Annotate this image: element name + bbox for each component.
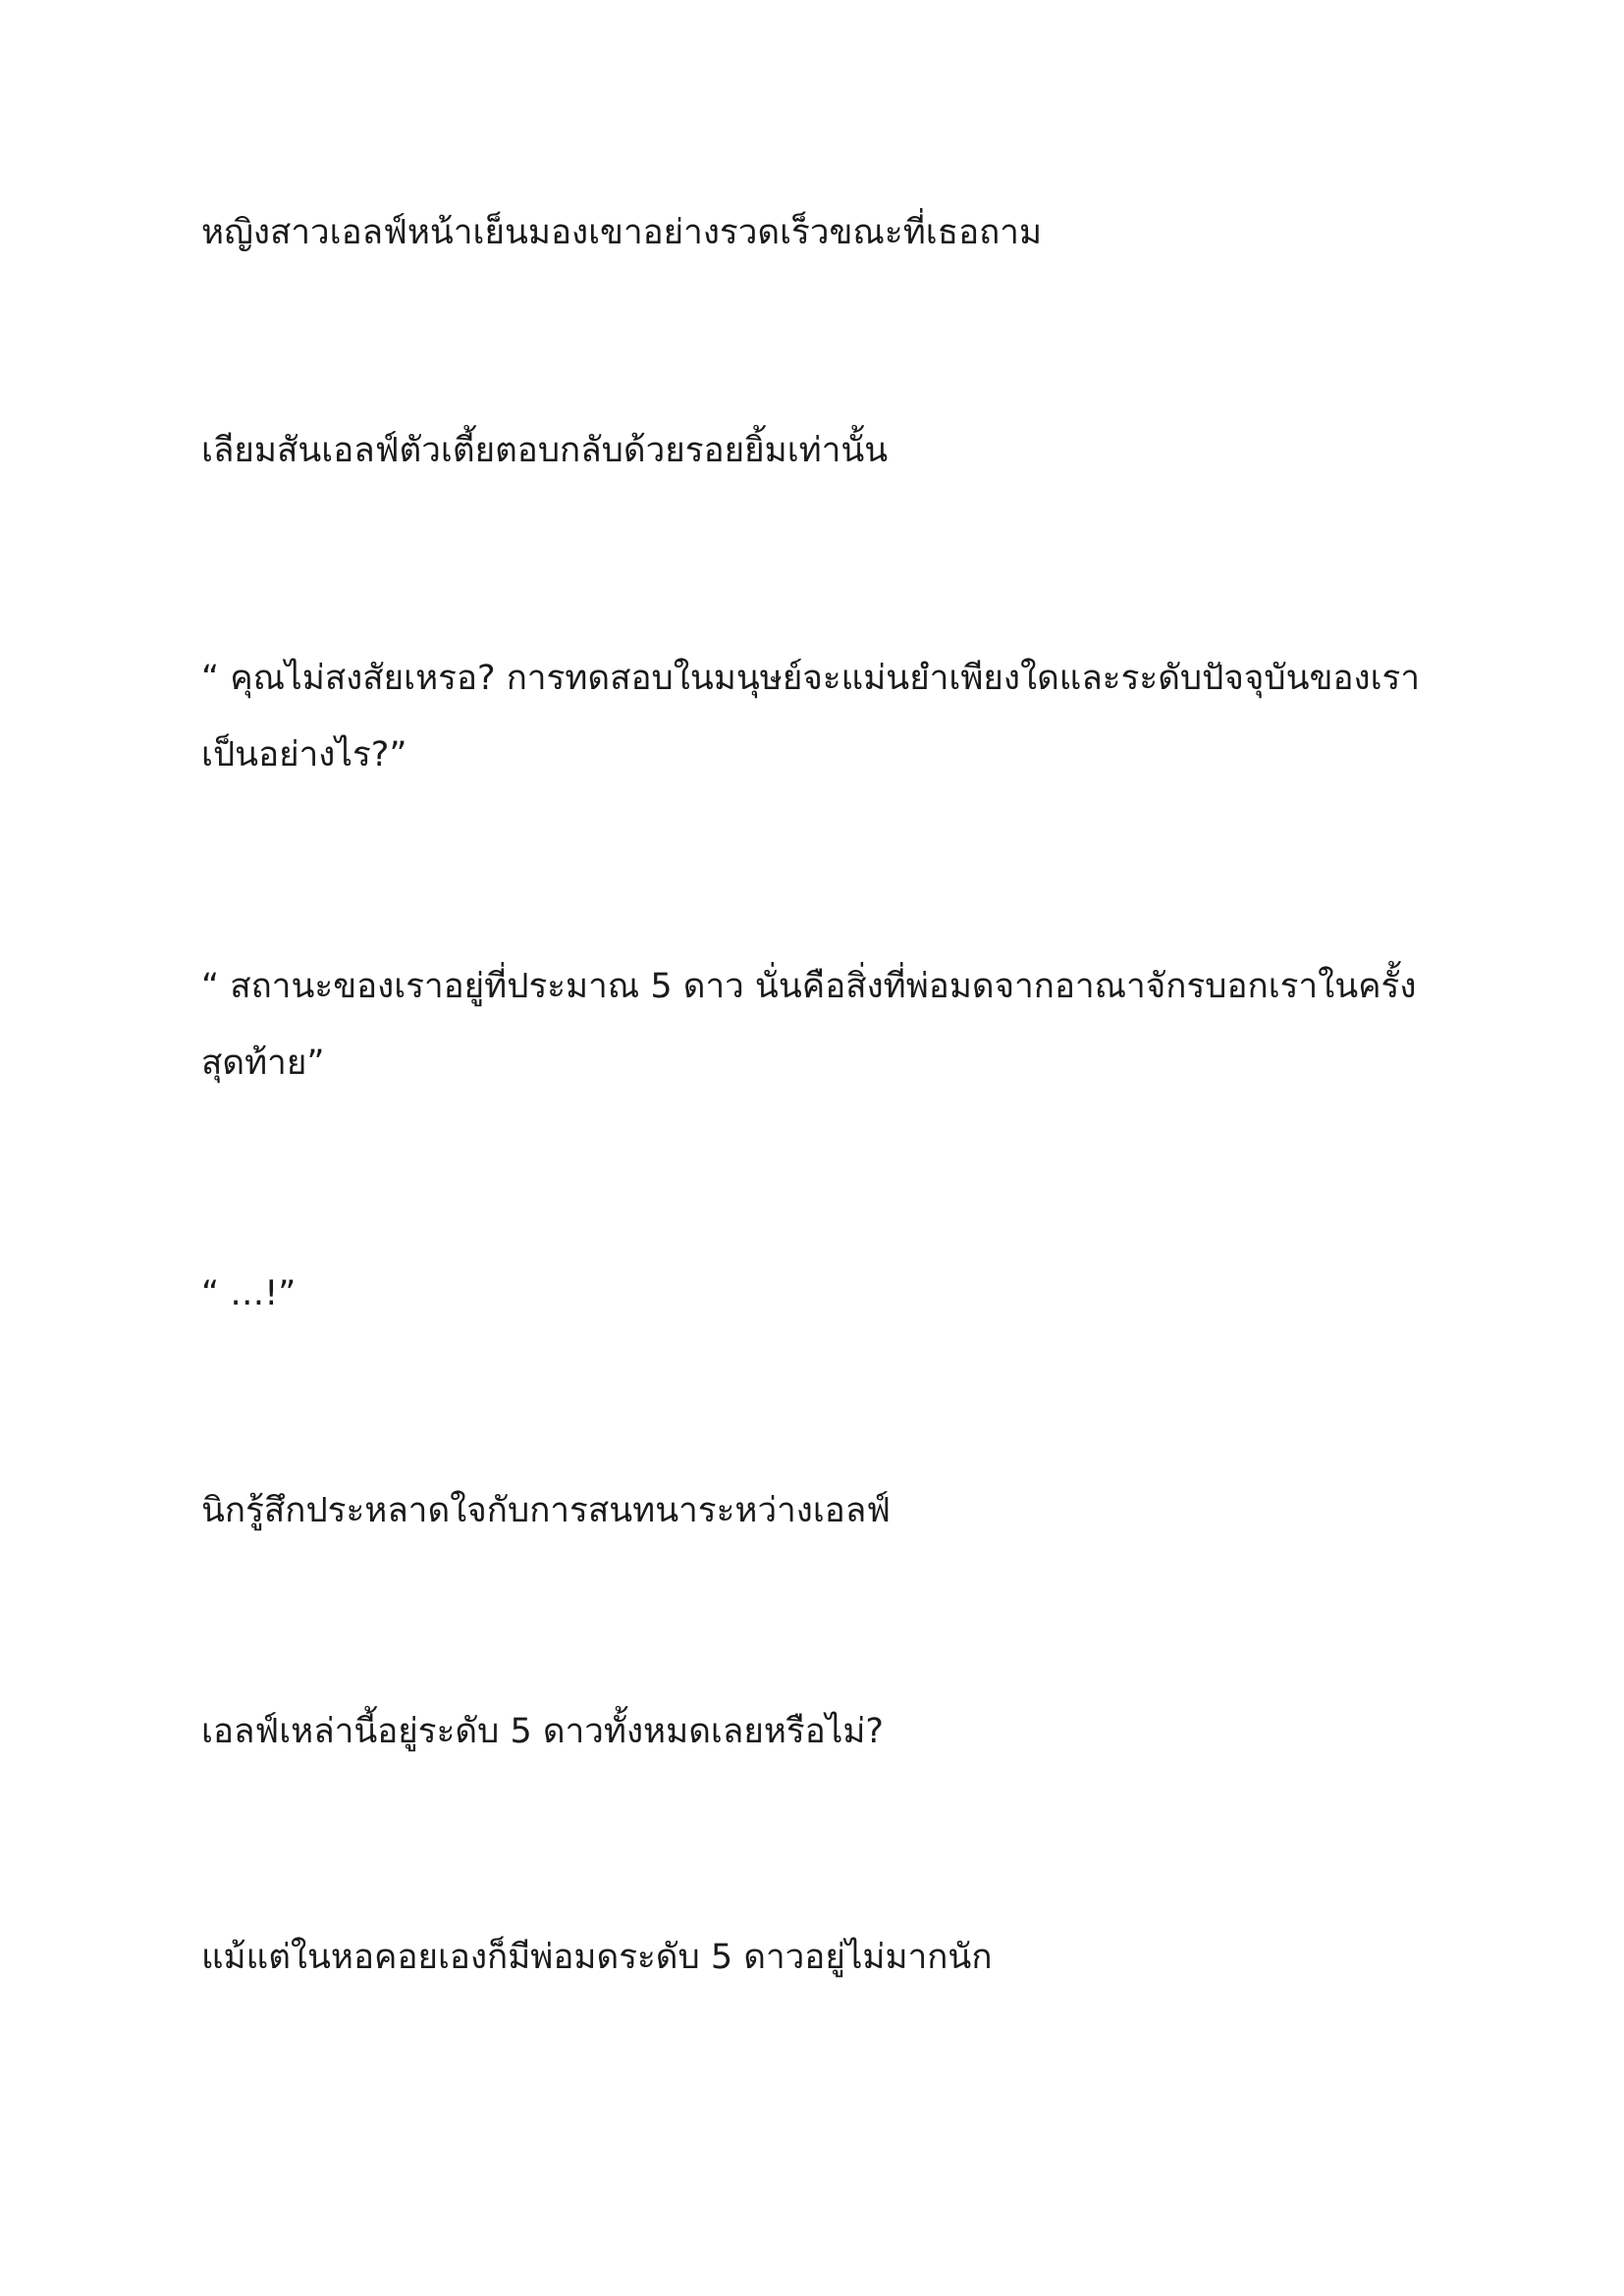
paragraph-3: “ คุณไม่สงสัยเหรอ? การทดสอบในมนุษย์จะแม่นยำเพียงใดและระดับปัจจุบันของเราเป็นอย่างไร?”: [201, 659, 1420, 774]
paragraph-7: เอลฟ์เหล่านี้อยู่ระดับ 5 ดาวทั้งหมดเลยหรือไม่?: [201, 1712, 884, 1751]
paragraph-2: เลียมสันเอลฟ์ตัวเตี้ยตอบกลับด้วยรอยยิ้มเท่านั้น: [201, 431, 889, 470]
paragraph-1: หญิงสาวเอลฟ์หน้าเย็นมองเขาอย่างรวดเร็วขณะที่เธอถาม: [201, 213, 1043, 252]
paragraph-5: “ …!”: [201, 1274, 297, 1313]
paragraph-6: นิกรู้สึกประหลาดใจกับการสนทนาระหว่างเอลฟ์: [201, 1491, 892, 1530]
paragraph-4: “ สถานะของเราอยู่ที่ประมาณ 5 ดาว นั่นคือสิ่งที่พ่อมดจากอาณาจักรบอกเราในครั้งสุดท้าย”: [201, 967, 1417, 1083]
paragraph-8: แม้แต่ในหอคอยเองก็มีพ่อมดระดับ 5 ดาวอยู่ไม่มากนัก: [201, 1938, 993, 1977]
